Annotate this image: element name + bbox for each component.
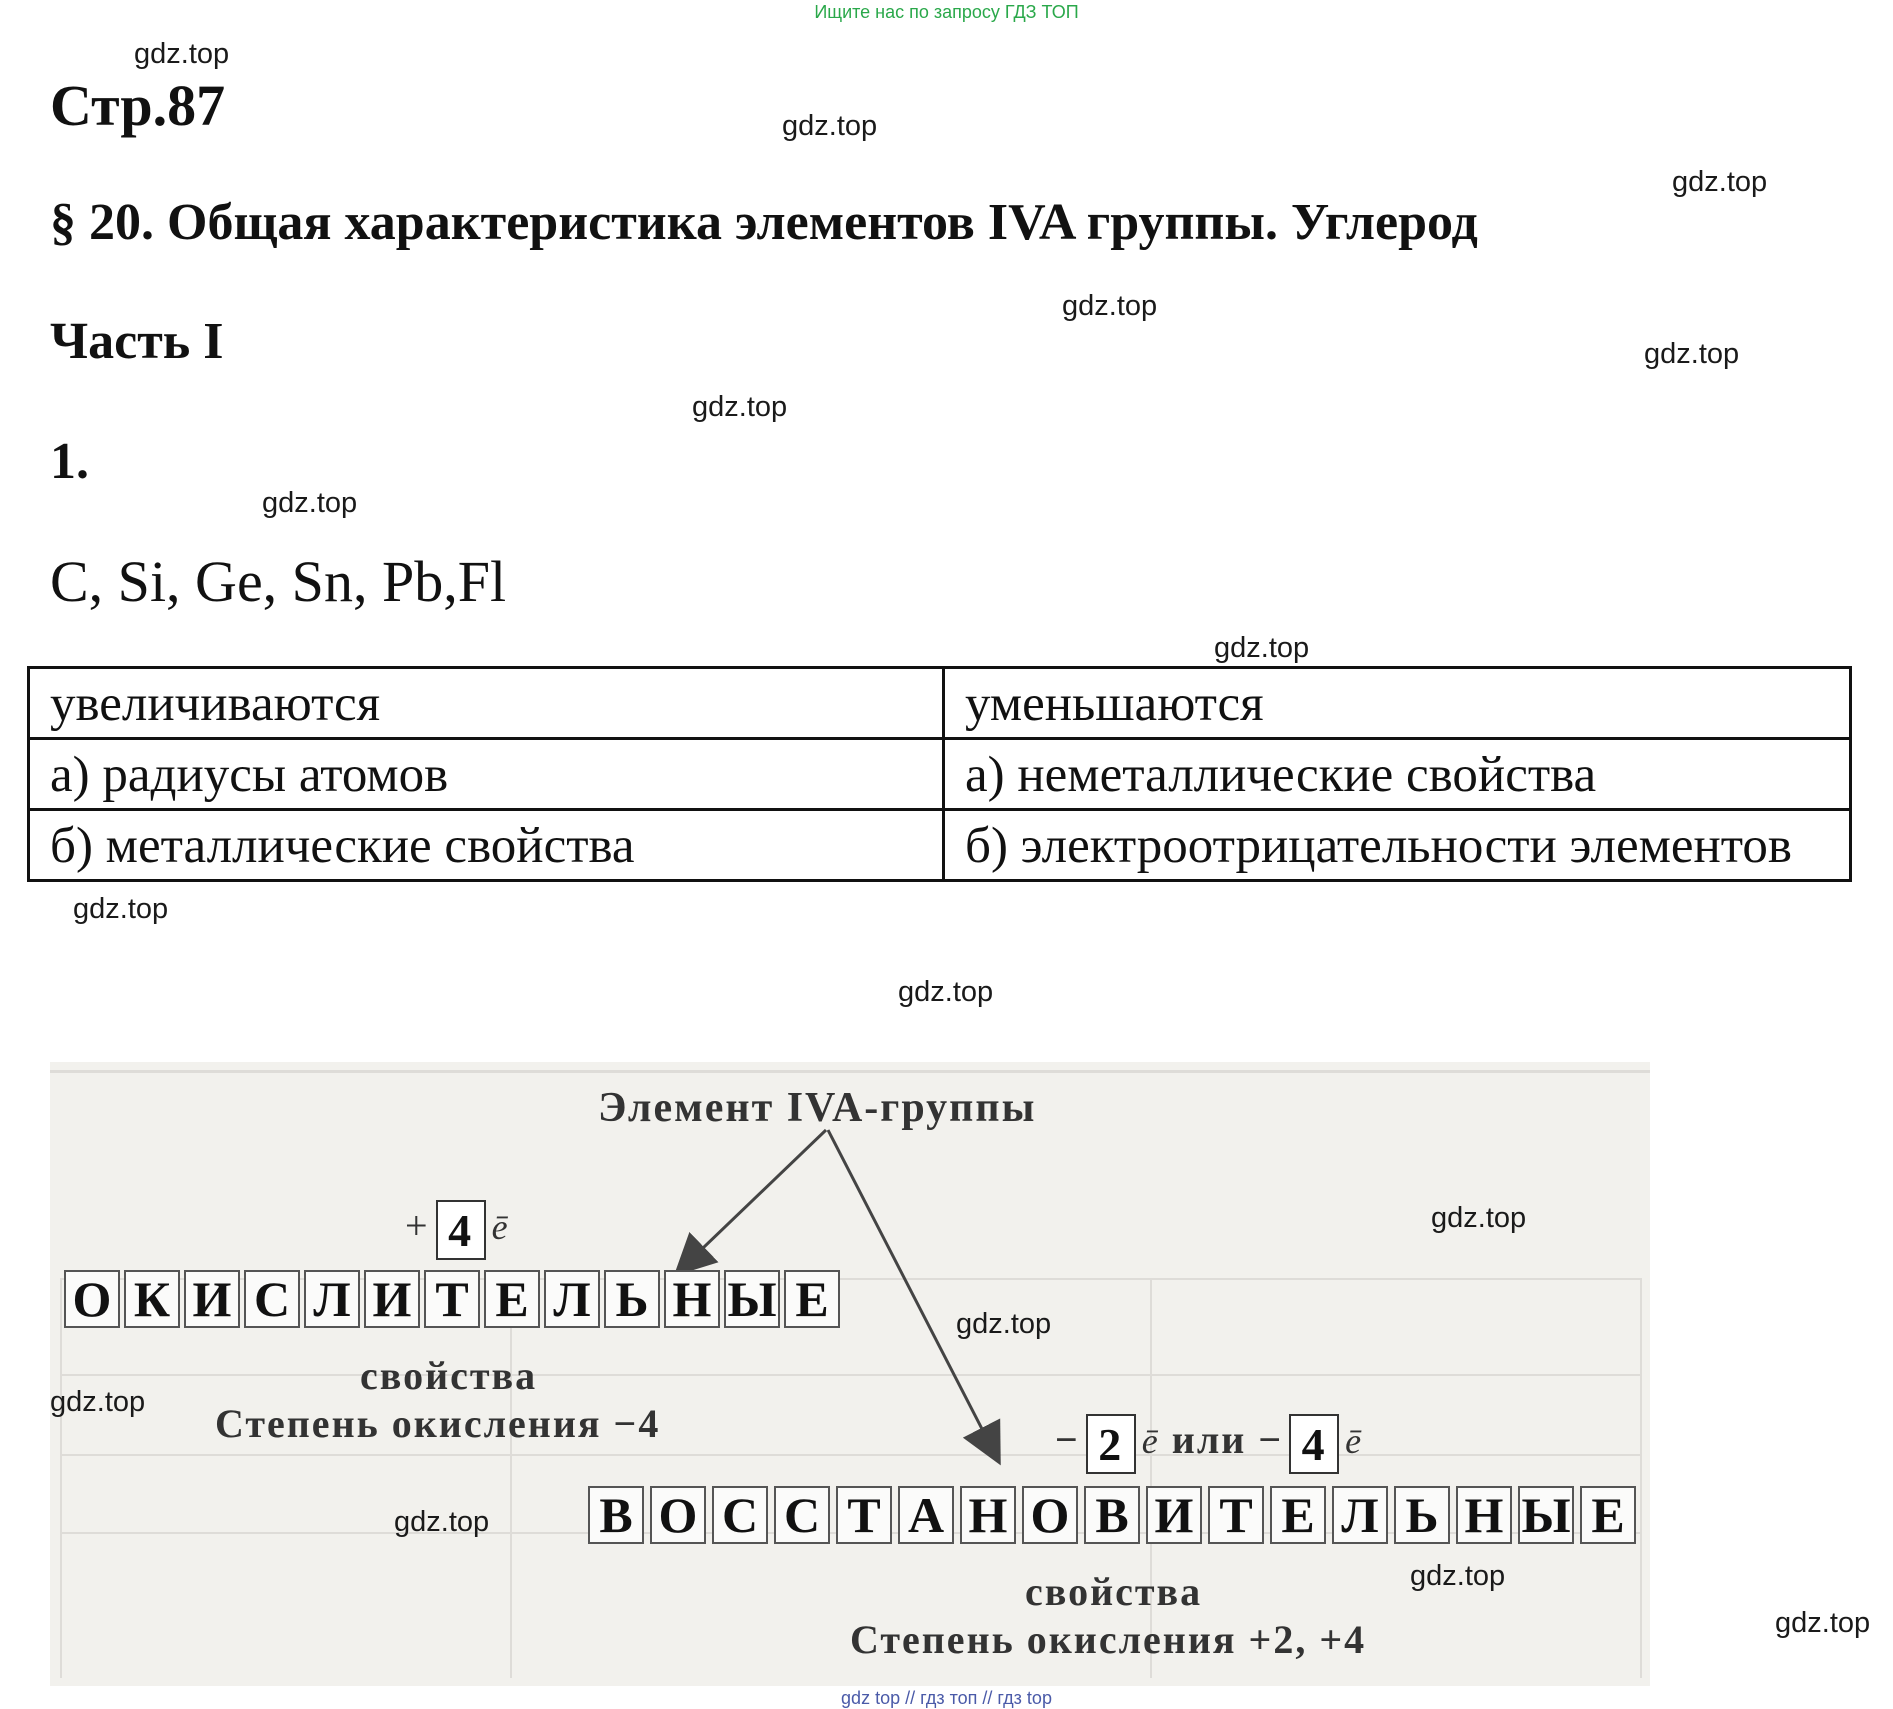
letter-box: Л (544, 1270, 600, 1328)
letter-box: С (712, 1486, 768, 1544)
letter-box: С (774, 1486, 830, 1544)
table-header-cell: увеличиваются (29, 668, 944, 739)
task-number: 1. (50, 433, 89, 490)
or-word: или (1171, 1417, 1247, 1463)
loss-box-1: 2 (1086, 1414, 1136, 1474)
section-title: § 20. Общая характеристика элементов IVA группы. Углерод (50, 194, 1478, 251)
watermark: gdz.top (50, 1386, 146, 1418)
letter-box: Н (1456, 1486, 1512, 1544)
watermark: gdz.top (1062, 290, 1158, 322)
table-header-row (29, 668, 1851, 739)
letter-box: О (1022, 1486, 1078, 1544)
letter-box: О (650, 1486, 706, 1544)
page-title: Стр.87 (50, 73, 226, 138)
letter-box: В (1084, 1486, 1140, 1544)
watermark: gdz.top (956, 1308, 1052, 1340)
footer-watermark: gdz top // гдз топ // гдз top (841, 1688, 1052, 1708)
electron-symbol: ē (1345, 1421, 1364, 1462)
letter-box: Е (1580, 1486, 1636, 1544)
plus-sign: + (405, 1203, 430, 1249)
letter-box: Ы (724, 1270, 780, 1328)
watermark: gdz.top (782, 110, 878, 142)
watermark: gdz.top (898, 976, 994, 1008)
electron-loss (1055, 1414, 1363, 1474)
oxidizing-label: свойства (360, 1353, 538, 1398)
letter-box: Е (1270, 1486, 1326, 1544)
watermark: gdz.top (134, 38, 230, 70)
letter-box: С (244, 1270, 300, 1328)
letter-box: Л (304, 1270, 360, 1328)
letter-box: О (64, 1270, 120, 1328)
watermark: gdz.top (1431, 1202, 1527, 1234)
letter-box: Н (664, 1270, 720, 1328)
letter-box: Ь (1394, 1486, 1450, 1544)
watermark: gdz.top (262, 487, 358, 519)
letter-box: И (364, 1270, 420, 1328)
reducing-word (588, 1486, 1636, 1544)
table-cell: б) металлические свойства (29, 810, 944, 881)
reducing-label: свойства (1025, 1569, 1203, 1614)
trend-table (27, 666, 1852, 882)
letter-box: Т (424, 1270, 480, 1328)
letter-box: Ы (1518, 1486, 1574, 1544)
letter-box: И (1146, 1486, 1202, 1544)
elements-list: C, Si, Ge, Sn, Pb,Fl (50, 549, 507, 614)
part-title: Часть I (50, 313, 224, 370)
table-header-cell: уменьшаются (944, 668, 1851, 739)
table-row (29, 810, 1851, 881)
watermark: gdz.top (1214, 632, 1310, 664)
letter-box: А (898, 1486, 954, 1544)
table-cell: б) электроотрицательности элементов (944, 810, 1851, 881)
minus-sign: − (1258, 1417, 1284, 1463)
letter-box: Е (784, 1270, 840, 1328)
letter-box: Е (484, 1270, 540, 1328)
letter-box: Л (1332, 1486, 1388, 1544)
gain-box: 4 (436, 1200, 486, 1260)
letter-box: И (184, 1270, 240, 1328)
oxidizing-state: Степень окисления −4 (215, 1401, 661, 1446)
loss-box-2: 4 (1289, 1414, 1339, 1474)
letter-box: Ь (604, 1270, 660, 1328)
watermark: gdz.top (1410, 1560, 1506, 1592)
table-row (29, 739, 1851, 810)
watermark: gdz.top (1644, 338, 1740, 370)
watermark: gdz.top (1672, 166, 1768, 198)
letter-box: Т (1208, 1486, 1264, 1544)
watermark: gdz.top (73, 893, 169, 925)
minus-sign: − (1055, 1417, 1080, 1463)
letter-box: В (588, 1486, 644, 1544)
letter-box: Н (960, 1486, 1016, 1544)
letter-box: Т (836, 1486, 892, 1544)
watermark: gdz.top (1775, 1607, 1871, 1639)
diagram-title: Элемент IVA-группы (598, 1085, 1037, 1131)
electron-symbol: ē (491, 1207, 510, 1248)
top-banner[interactable]: Ищите нас по запросу ГДЗ ТОП (814, 2, 1079, 22)
reducing-state: Степень окисления +2, +4 (850, 1617, 1367, 1662)
arrow-to-reducing (828, 1130, 998, 1460)
arrow-to-oxidizing (678, 1130, 826, 1272)
watermark: gdz.top (692, 391, 788, 423)
electron-gain (405, 1200, 510, 1260)
watermark: gdz.top (394, 1506, 490, 1538)
electron-symbol: ē (1141, 1421, 1160, 1462)
letter-box: К (124, 1270, 180, 1328)
oxidizing-word (64, 1270, 840, 1328)
table-cell: а) радиусы атомов (29, 739, 944, 810)
table-cell: а) неметаллические свойства (944, 739, 1851, 810)
